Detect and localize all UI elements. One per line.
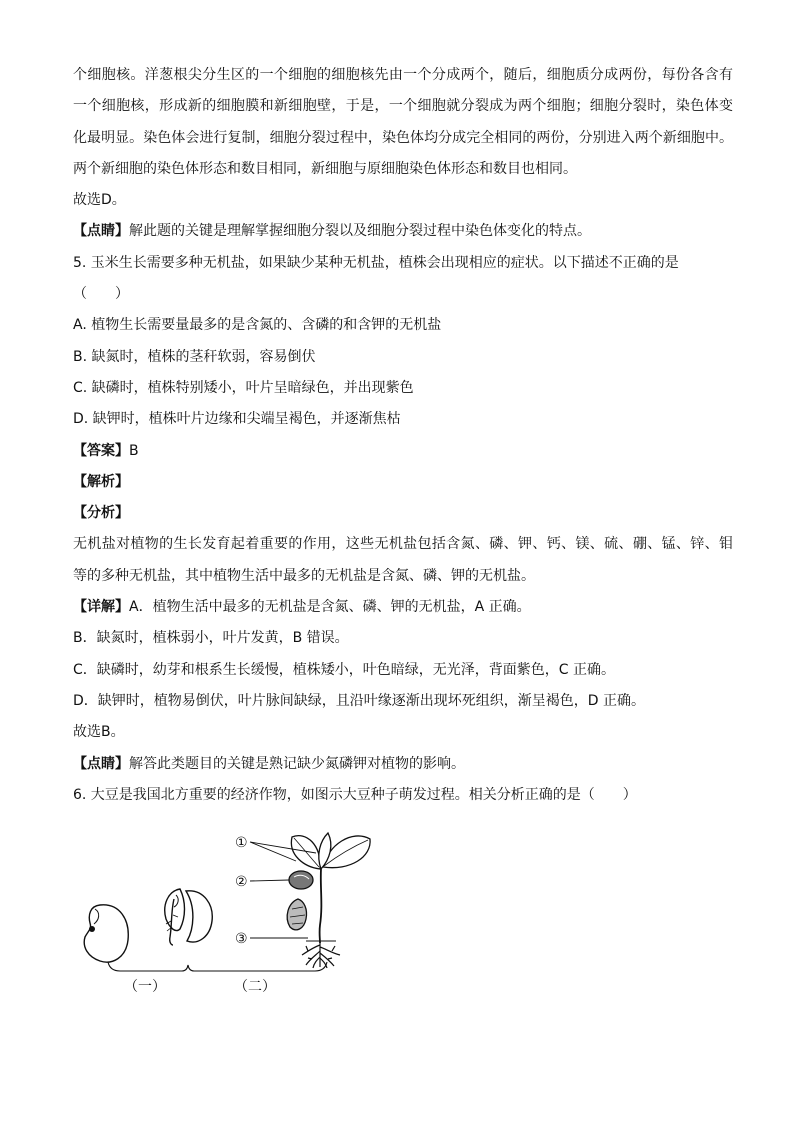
detail-line bbox=[73, 592, 733, 623]
seed-coat-right bbox=[186, 891, 212, 942]
label-3: ③ bbox=[235, 931, 248, 947]
note-tag: 【点睛】 bbox=[73, 223, 129, 240]
note-line bbox=[73, 749, 733, 780]
detail-line: B．缺氮时，植株弱小，叶片发黄，B 错误。 bbox=[73, 630, 349, 647]
fenxi-tag: 【分析】 bbox=[73, 505, 129, 522]
answer-line bbox=[73, 436, 733, 467]
question-6-stem: 6. 大豆是我国北方重要的经济作物，如图示大豆种子萌发过程。相关分析正确的是（ ） bbox=[73, 786, 637, 803]
seed-hilum bbox=[89, 926, 95, 932]
paragraph-line: 个细胞核。洋葱根尖分生区的一个细胞的细胞核先由一个分成两个，随后，细胞质分成两份，每份各含有 bbox=[73, 67, 733, 83]
fenxi-line: 无机盐对植物的生长发育起着重要的作用，这些无机盐包括含氮、磷、钾、钙、镁、硫、硼、锰、锌、钼 bbox=[73, 536, 733, 553]
note-text: 解此题的关键是理解掌握细胞分裂以及细胞分裂过程中染色体变化的特点。 bbox=[129, 223, 591, 240]
root bbox=[302, 941, 340, 968]
shrivelled-cotyledon bbox=[287, 899, 306, 930]
analysis-line bbox=[73, 467, 733, 498]
dormant-seed bbox=[84, 905, 128, 962]
paragraph-line: 一个细胞核，形成新的细胞膜和新细胞壁，于是，一个细胞就分裂成为两个细胞；细胞分裂时，染色体变 bbox=[73, 98, 733, 115]
option-c: C. 缺磷时，植株特别矮小，叶片呈暗绿色，并出现紫色 bbox=[73, 379, 414, 396]
conclusion-line: 故选D。 bbox=[73, 192, 126, 209]
note-tag: 【点睛】 bbox=[73, 755, 129, 772]
stage-label-2: （二） bbox=[234, 979, 276, 995]
seed-coat bbox=[84, 905, 128, 962]
option-d: D. 缺钾时，植株叶片边缘和尖端呈褐色，并逐渐焦枯 bbox=[73, 411, 401, 428]
option-b: B. 缺氮时，植株的茎秆软弱，容易倒伏 bbox=[73, 348, 316, 365]
detail-line: C．缺磷时，幼芽和根系生长缓慢，植株矮小，叶色暗绿，无光泽，背面紫色，C 正确。 bbox=[73, 661, 615, 678]
cotyledon bbox=[289, 871, 313, 889]
seedling bbox=[287, 833, 370, 968]
detail-text: A．植物生活中最多的无机盐是含氮、磷、钾的无机盐，A 正确。 bbox=[129, 599, 531, 616]
answer-tag: 【答案】 bbox=[73, 442, 129, 459]
fenxi-heading-line bbox=[73, 498, 733, 529]
seed-embryo-outline bbox=[94, 909, 99, 924]
fenxi-line: 等的多种无机盐，其中植物生活中最多的无机盐是含氮、磷、钾的无机盐。 bbox=[73, 567, 535, 584]
detail-line: D．缺钾时，植物易倒伏，叶片脉间缺绿，且沿叶缘逐渐出现坏死组织，渐呈褐色，D 正确。 bbox=[73, 692, 646, 709]
label-1: ① bbox=[235, 835, 248, 851]
leader-line-2 bbox=[250, 880, 289, 881]
cotyledon-left bbox=[165, 889, 185, 931]
note-text: 解答此类题目的关键是熟记缺少氮磷钾对植物的影响。 bbox=[129, 755, 465, 772]
document-body bbox=[73, 60, 733, 811]
label-2: ② bbox=[235, 874, 248, 890]
stage-brace bbox=[108, 962, 327, 971]
answer-value: B bbox=[129, 442, 139, 459]
option-a: A. 植物生长需要量最多的是含氮的、含磷的和含钾的无机盐 bbox=[73, 317, 442, 334]
germination-figure bbox=[70, 825, 390, 1000]
stem bbox=[320, 869, 322, 943]
detail-tag: 【详解】 bbox=[73, 599, 129, 616]
note-line bbox=[73, 216, 733, 247]
stage-label-1: （一） bbox=[124, 979, 166, 995]
question-5-blank: （ ） bbox=[73, 286, 129, 303]
paragraph-line: 两个新细胞的染色体形态和数目相同，新细胞与原细胞染色体形态和数目也相同。 bbox=[73, 160, 577, 177]
seed-embryo-mark bbox=[174, 895, 178, 907]
analysis-tag: 【解析】 bbox=[73, 473, 129, 490]
question-5-stem: 5. 玉米生长需要多种无机盐，如果缺少某种无机盐，植株会出现相应的症状。以下描述不正确的是 bbox=[73, 254, 679, 271]
paragraph-line: 化最明显。染色体会进行复制，细胞分裂过程中，染色体均分成完全相同的两份，分别进入两个新细胞中。 bbox=[73, 129, 733, 146]
germinating-seed bbox=[165, 889, 212, 945]
conclusion-line: 故选B。 bbox=[73, 724, 125, 741]
radicle bbox=[170, 899, 174, 945]
